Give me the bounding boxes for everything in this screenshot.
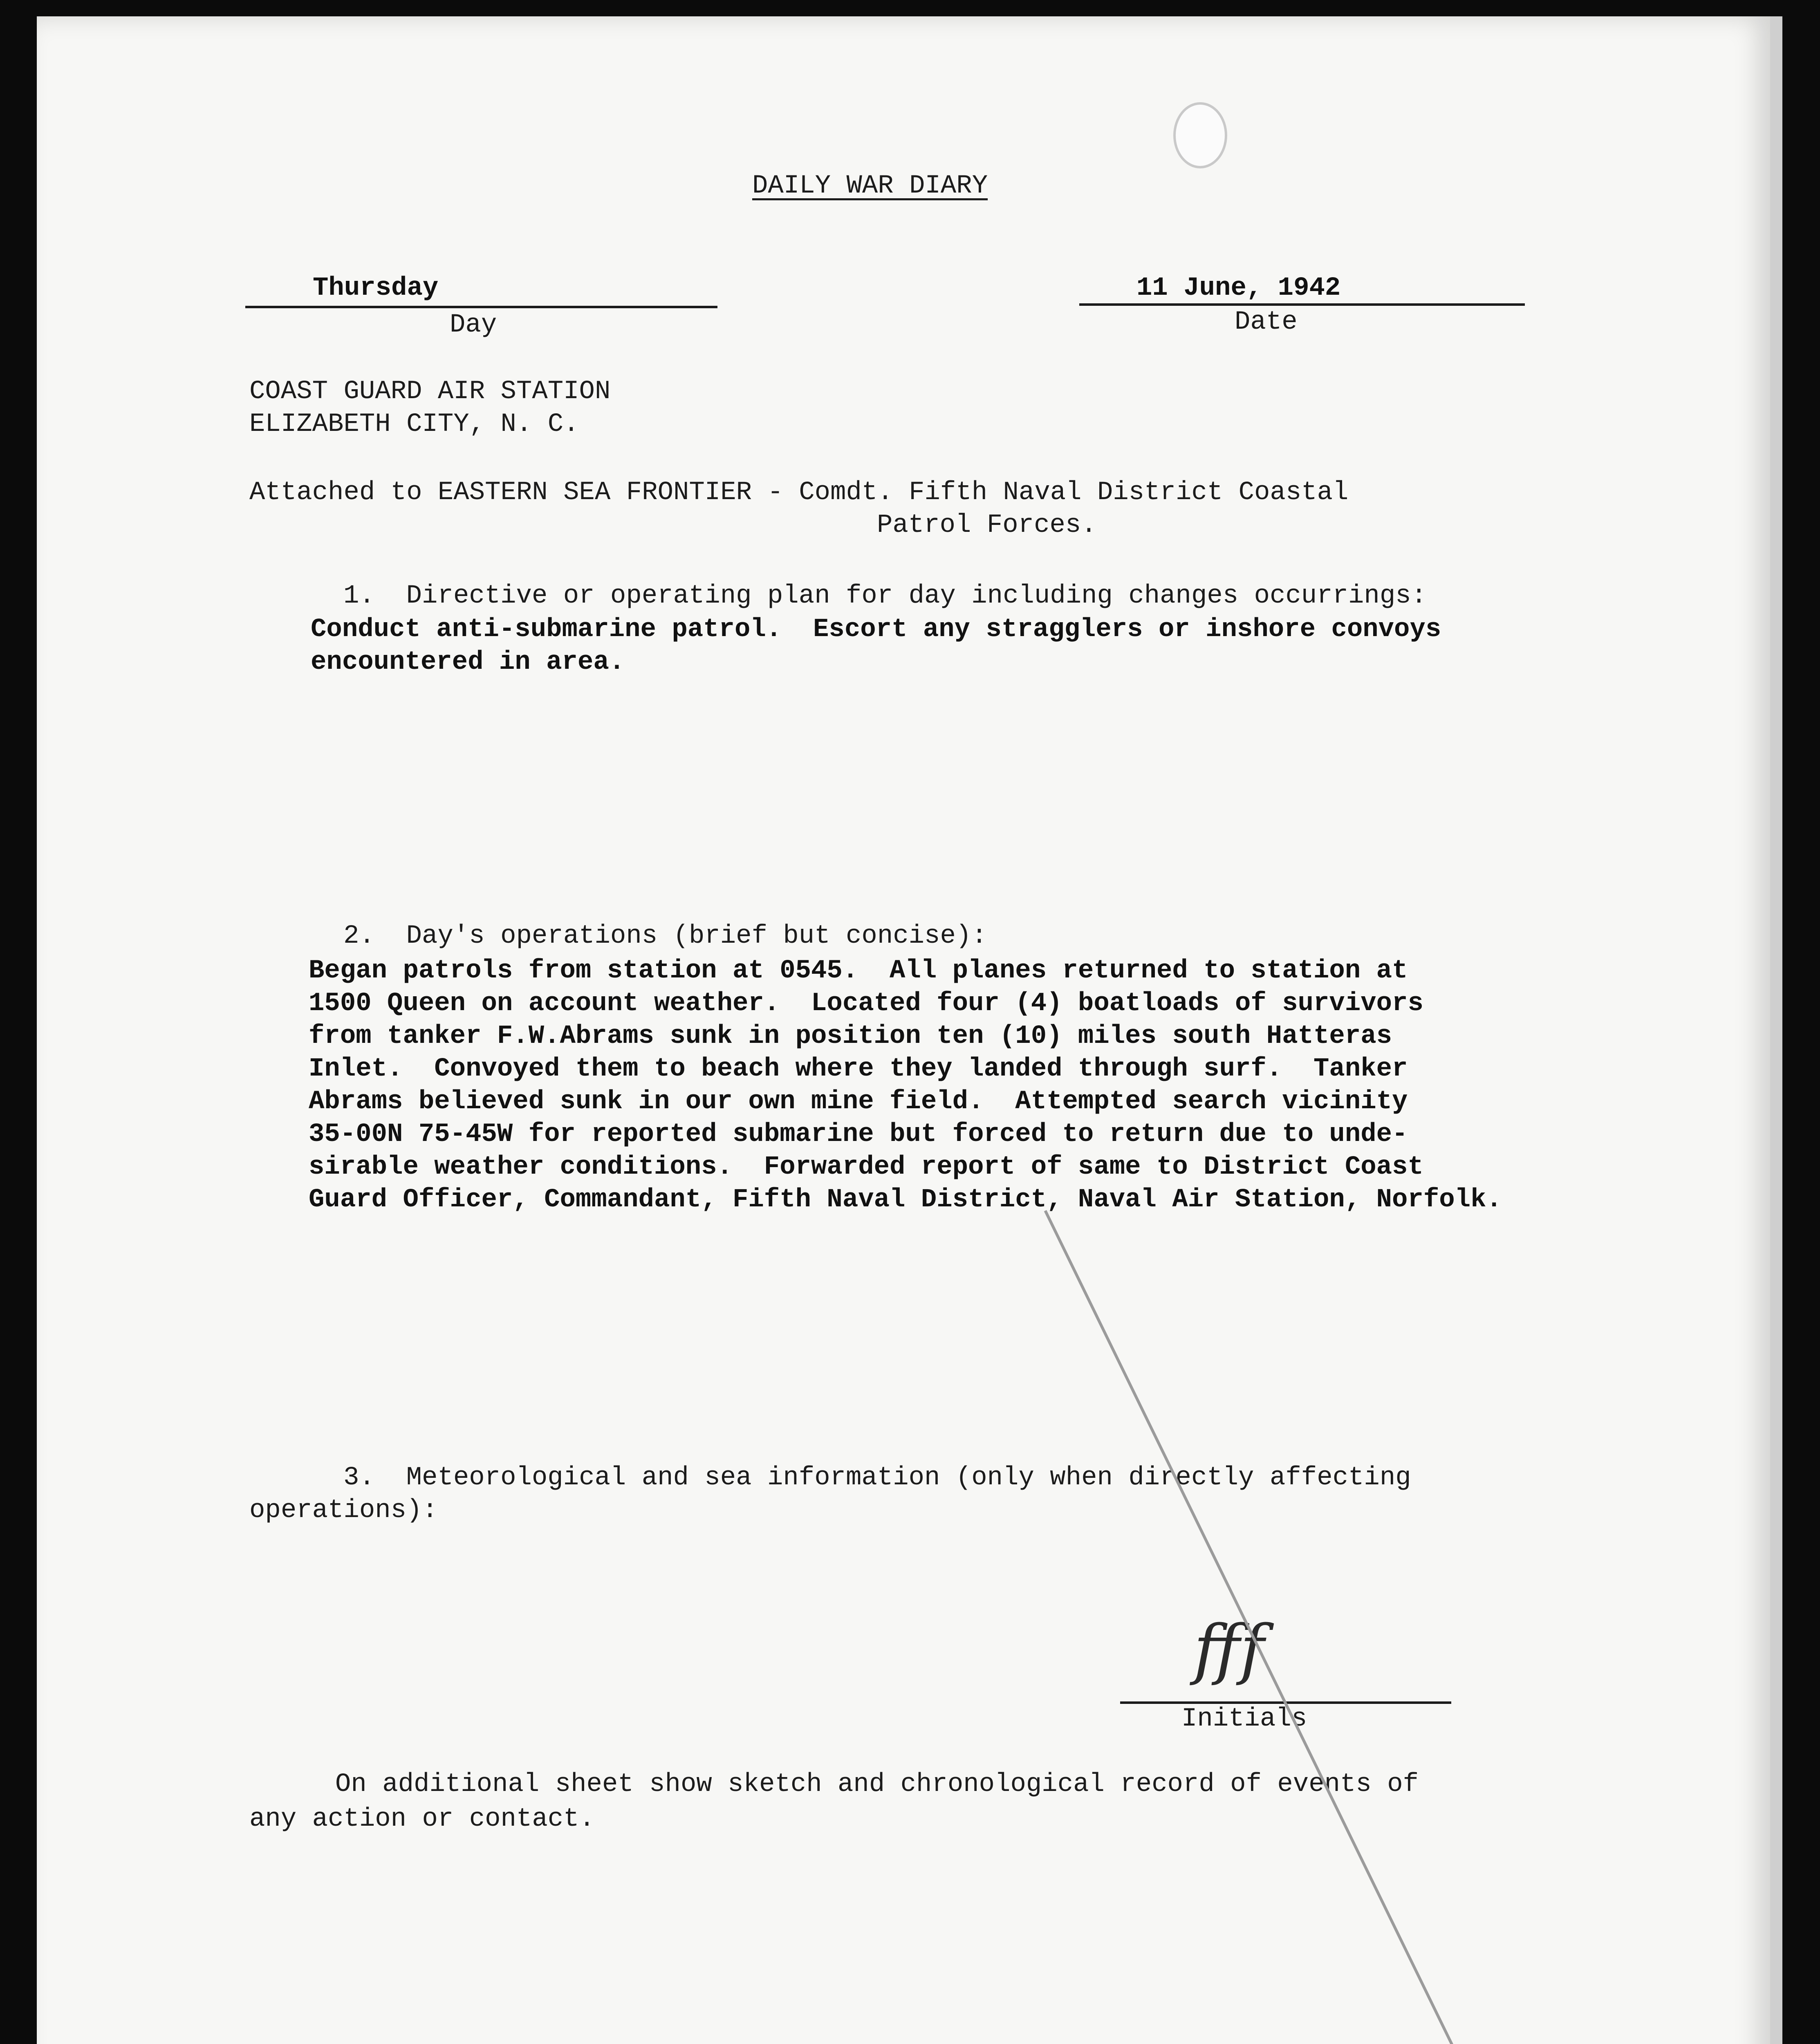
footer-line-1: On additional sheet show sketch and chronological record of events of: [335, 1770, 1419, 1799]
punch-hole: [1173, 102, 1227, 168]
day-value: Thursday: [313, 273, 439, 303]
day-rule: [245, 306, 717, 308]
section-2-line: Inlet. Convoyed them to beach where they landed through surf. Tanker: [309, 1054, 1408, 1084]
page-edge: [1770, 16, 1782, 2044]
section-3-heading: 3. Meteorological and sea information (only when directly affecting: [343, 1463, 1411, 1493]
attached-line-2: Patrol Forces.: [877, 511, 1097, 540]
section-2-line: sirable weather conditions. Forwarded report of same to District Coast: [309, 1152, 1423, 1182]
section-1-line: Conduct anti-submarine patrol. Escort any stragglers or inshore convoys: [311, 615, 1441, 644]
section-1-heading: 1. Directive or operating plan for day including changes occurrings:: [343, 581, 1427, 611]
date-caption: Date: [1235, 307, 1298, 337]
section-2-line: from tanker F.W.Abrams sunk in position ten (10) miles south Hatteras: [309, 1022, 1392, 1051]
station-line-2: ELIZABETH CITY, N. C.: [249, 410, 579, 439]
section-2-line: Abrams believed sunk in our own mine field. Attempted search vicinity: [309, 1087, 1408, 1116]
footer-line-2: any action or contact.: [249, 1804, 595, 1834]
date-rule: [1079, 303, 1525, 306]
document-title: DAILY WAR DIARY: [752, 171, 988, 201]
initials-mark: fff: [1194, 1611, 1264, 1687]
section-2-line: 1500 Queen on account weather. Located four (4) boatloads of survivors: [309, 989, 1423, 1018]
section-2-line: 35-00N 75-45W for reported submarine but forced to return due to unde-: [309, 1120, 1408, 1149]
date-value: 11 June, 1942: [1136, 273, 1341, 303]
station-line-1: COAST GUARD AIR STATION: [249, 377, 611, 406]
section-2-line: Guard Officer, Commandant, Fifth Naval District, Naval Air Station, Norfolk.: [309, 1185, 1502, 1215]
day-caption: Day: [450, 310, 497, 340]
initials-caption: Initials: [1181, 1704, 1307, 1734]
section-1-line: encountered in area.: [311, 648, 625, 677]
section-2-line: Began patrols from station at 0545. All planes returned to station at: [309, 956, 1408, 986]
section-2-heading: 2. Day's operations (brief but concise):: [343, 921, 987, 951]
attached-line-1: Attached to EASTERN SEA FRONTIER - Comdt. Fifth Naval District Coastal: [249, 478, 1349, 507]
section-3-line-2: operations):: [249, 1496, 438, 1525]
